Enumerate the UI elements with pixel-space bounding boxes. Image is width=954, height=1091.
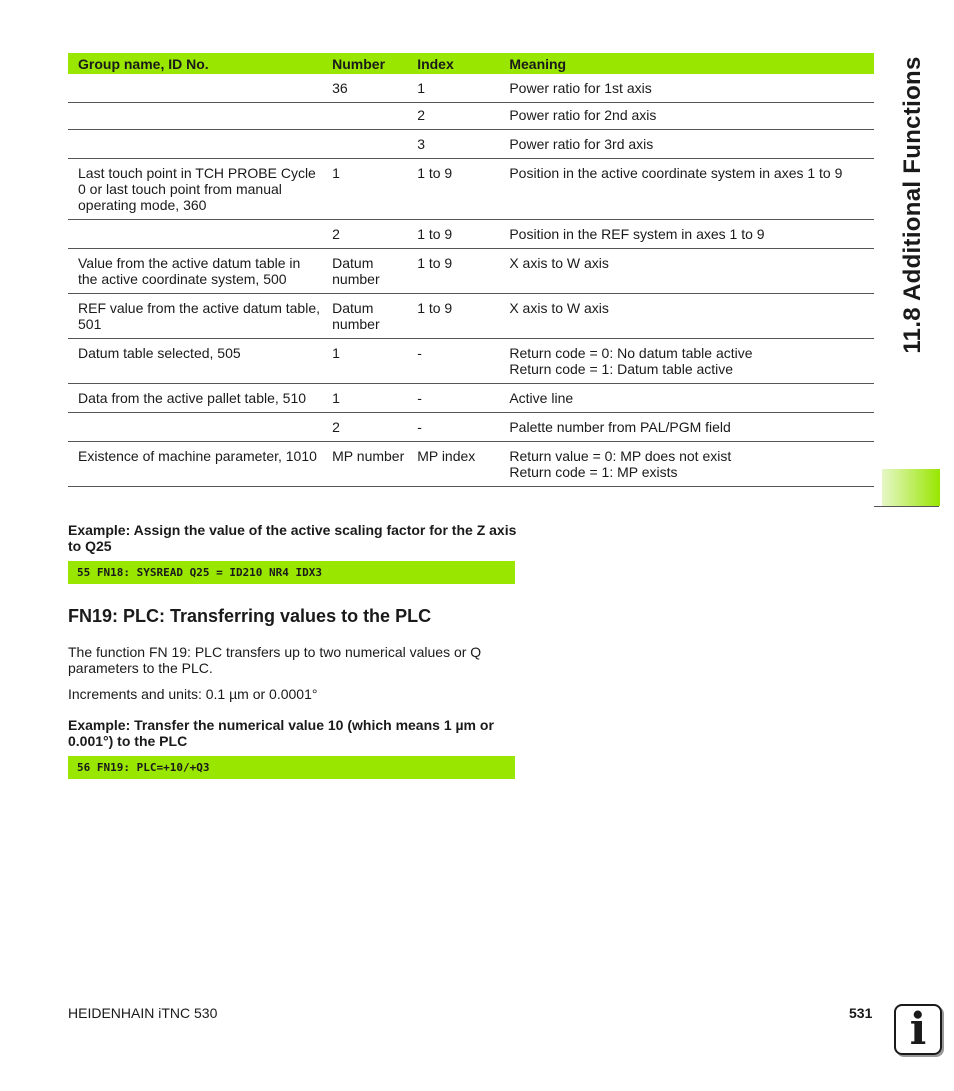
table-row [68, 442, 874, 487]
cell-meaning: Power ratio for 2nd axis [499, 103, 874, 130]
cell-number: 36 [322, 74, 407, 103]
table-row [68, 339, 874, 384]
page-number: 531 [849, 1005, 873, 1021]
cell-number [322, 130, 407, 159]
cell-meaning: Palette number from PAL/PGM field [499, 413, 874, 442]
cell-meaning: Power ratio for 3rd axis [499, 130, 874, 159]
cell-number: MP number [322, 442, 407, 487]
table-row [68, 74, 874, 103]
cell-number: 1 [322, 339, 407, 384]
cell-group [68, 220, 322, 249]
cell-index: - [407, 413, 499, 442]
chapter-title-text: 11.8 Additional Functions [899, 56, 926, 354]
cell-index: - [407, 339, 499, 384]
cell-meaning: Position in the REF system in axes 1 to 9 [499, 220, 874, 249]
cell-index: - [407, 384, 499, 413]
cell-meaning: X axis to W axis [499, 249, 874, 294]
cell-number: 1 [322, 384, 407, 413]
chapter-side-title [893, 50, 933, 360]
cell-meaning: Return value = 0: MP does not exist Return code = 1: MP exists [499, 442, 874, 487]
section-paragraph-2: Increments and units: 0.1 µm or 0.0001° [68, 686, 318, 702]
section-paragraph-1: The function FN 19: PLC transfers up to two numerical values or Q parameters to the PLC. [68, 644, 482, 676]
cell-index: 1 to 9 [407, 220, 499, 249]
header-index: Index [407, 53, 499, 74]
example-2-code: 56 FN19: PLC=+10/+Q3 [68, 756, 515, 779]
cell-meaning: Return code = 0: No datum table active Return code = 1: Datum table active [499, 339, 874, 384]
cell-meaning: Position in the active coordinate system in axes 1 to 9 [499, 159, 874, 220]
table-row [68, 249, 874, 294]
cell-index: 1 to 9 [407, 249, 499, 294]
cell-group: Existence of machine parameter, 1010 [68, 442, 322, 487]
cell-meaning: Power ratio for 1st axis [499, 74, 874, 103]
table-row [68, 130, 874, 159]
table-row [68, 159, 874, 220]
info-icon: i [894, 1004, 942, 1055]
cell-number: 2 [322, 220, 407, 249]
cell-index: 2 [407, 103, 499, 130]
example-1-code: 55 FN18: SYSREAD Q25 = ID210 NR4 IDX3 [68, 561, 515, 584]
cell-group: REF value from the active datum table, 501 [68, 294, 322, 339]
cell-group: Datum table selected, 505 [68, 339, 322, 384]
table-row [68, 220, 874, 249]
cell-group [68, 74, 322, 103]
table-header-row [68, 53, 874, 74]
cell-meaning: Active line [499, 384, 874, 413]
footer-product-name: HEIDENHAIN iTNC 530 [68, 1005, 218, 1021]
cell-number: Datum number [322, 249, 407, 294]
tab-divider [874, 506, 939, 507]
cell-number [322, 103, 407, 130]
cell-index: 1 [407, 74, 499, 103]
cell-number: 1 [322, 159, 407, 220]
cell-group [68, 103, 322, 130]
cell-group [68, 413, 322, 442]
cell-index: 3 [407, 130, 499, 159]
table-body [68, 74, 874, 487]
cell-index: 1 to 9 [407, 159, 499, 220]
table-row [68, 384, 874, 413]
cell-number: 2 [322, 413, 407, 442]
cell-group: Data from the active pallet table, 510 [68, 384, 322, 413]
section-heading: FN19: PLC: Transferring values to the PLC [68, 606, 432, 626]
table-row [68, 294, 874, 339]
cell-group [68, 130, 322, 159]
example-2-title: Example: Transfer the numerical value 10 (which means 1 µm or 0.001°) to the PLC [68, 717, 494, 749]
table-row [68, 413, 874, 442]
cell-group: Last touch point in TCH PROBE Cycle 0 or last touch point from manual operating mode, 360 [68, 159, 322, 220]
system-data-table [68, 53, 874, 487]
cell-index: 1 to 9 [407, 294, 499, 339]
cell-meaning: X axis to W axis [499, 294, 874, 339]
header-meaning: Meaning [499, 53, 874, 74]
example-1-title: Example: Assign the value of the active scaling factor for the Z axis to Q25 [68, 522, 517, 554]
header-group-name: Group name, ID No. [68, 53, 322, 74]
table-row [68, 103, 874, 130]
chapter-tab-marker [882, 469, 940, 506]
cell-number: Datum number [322, 294, 407, 339]
cell-group: Value from the active datum table in the active coordinate system, 500 [68, 249, 322, 294]
header-number: Number [322, 53, 407, 74]
cell-index: MP index [407, 442, 499, 487]
